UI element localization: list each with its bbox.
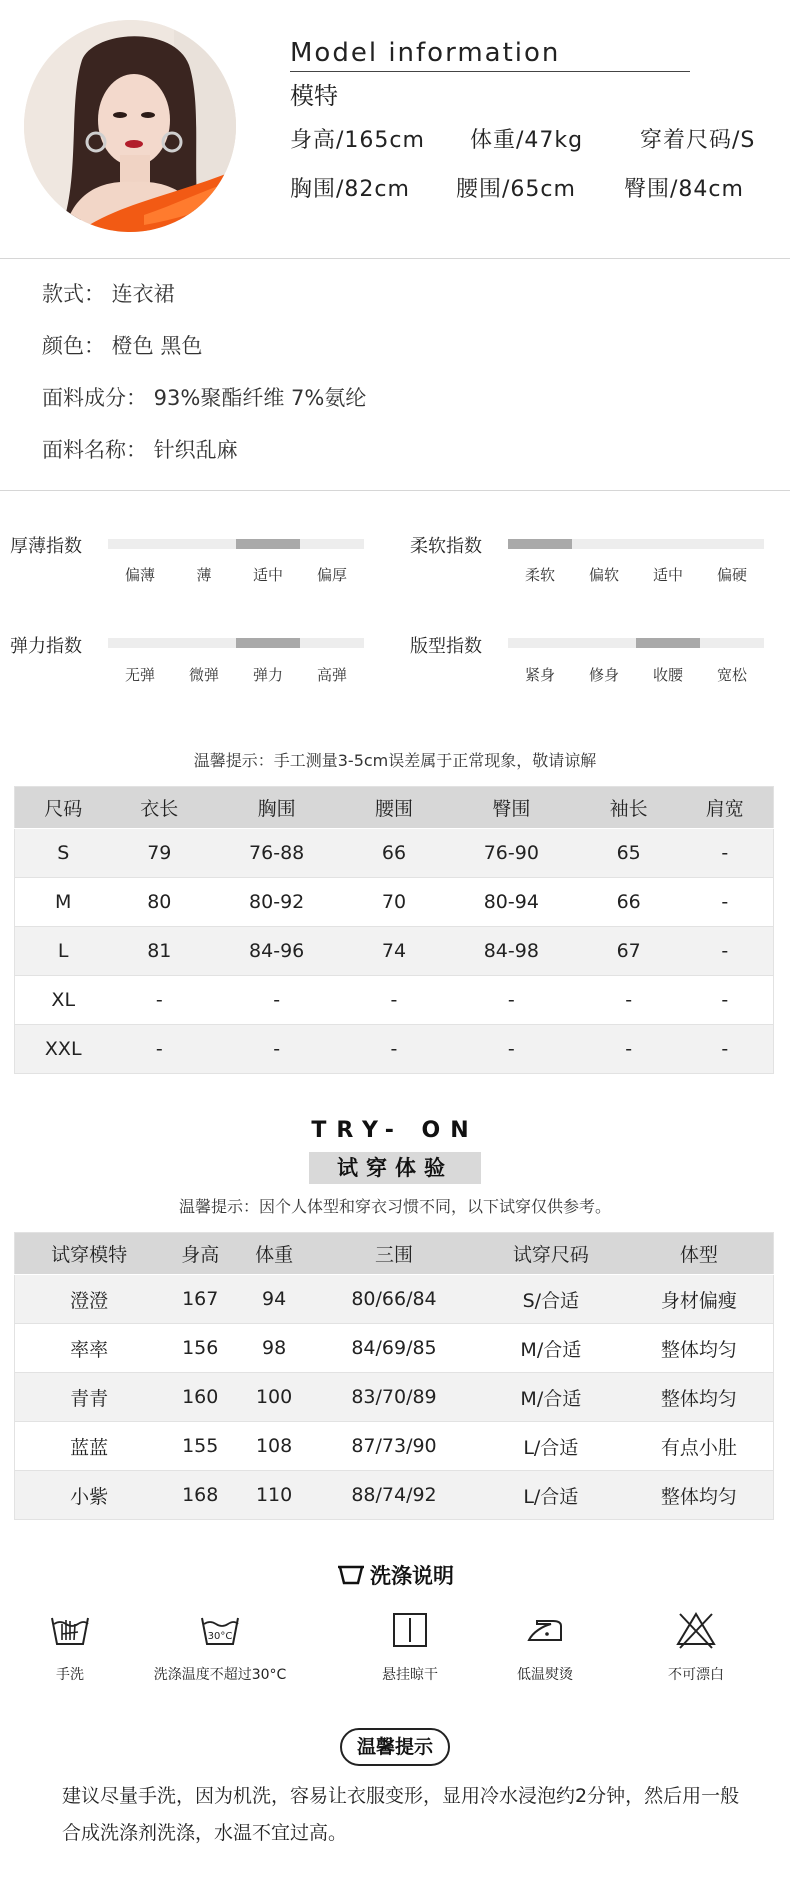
table-cell: M/合适: [477, 1324, 625, 1373]
table-cell: -: [677, 829, 774, 878]
index-option: 无弹: [124, 666, 155, 684]
size-table: [14, 786, 774, 1074]
tryon-title-en: TRY- ON: [311, 1118, 479, 1143]
table-cell: 94: [237, 1275, 311, 1324]
table-cell: 澄澄: [15, 1275, 164, 1324]
index-label: 柔软指数: [410, 536, 482, 557]
table-cell: 155: [163, 1422, 237, 1471]
index-option: 柔软: [524, 566, 555, 584]
tryon-table-row: [15, 1422, 774, 1471]
table-cell: -: [346, 976, 442, 1025]
column-header: 试穿模特: [15, 1233, 164, 1275]
wash-basin-icon: [336, 1564, 366, 1586]
wash-item-bleach: [616, 1610, 776, 1684]
table-cell: M/合适: [477, 1373, 625, 1422]
table-cell: -: [677, 976, 774, 1025]
model-waist: 腰围/65cm: [456, 177, 576, 202]
model-info-section: [0, 0, 790, 258]
title-underline: [290, 71, 690, 72]
no-bleach-icon: [674, 1610, 718, 1650]
tip-title: 温馨提示: [340, 1728, 450, 1766]
model-info-title: Model information: [290, 38, 561, 68]
index-option: 弹力: [252, 666, 283, 684]
size-table-row: [15, 927, 774, 976]
table-cell: 80/66/84: [311, 1275, 477, 1324]
tryon-table-row: [15, 1275, 774, 1324]
index-option: 偏薄: [124, 566, 155, 584]
table-cell: -: [111, 976, 207, 1025]
column-header: 肩宽: [677, 787, 774, 829]
table-cell: 87/73/90: [311, 1422, 477, 1471]
hang-dry-icon: [388, 1610, 432, 1650]
table-cell: S: [15, 829, 112, 878]
index-option: 偏硬: [716, 566, 747, 584]
table-cell: S/合适: [477, 1275, 625, 1324]
table-cell: L/合适: [477, 1471, 625, 1520]
model-photo: [24, 20, 236, 232]
model-info-subtitle: 模特: [290, 82, 338, 110]
table-cell: 168: [163, 1471, 237, 1520]
table-cell: -: [677, 1025, 774, 1074]
size-table-header: [15, 787, 774, 829]
index-option: 薄: [196, 566, 212, 584]
index-option: 适中: [252, 566, 283, 584]
table-cell: -: [111, 1025, 207, 1074]
tryon-table-header: [15, 1233, 774, 1275]
table-cell: -: [677, 927, 774, 976]
tryon-title-cn: 试穿体验: [309, 1152, 481, 1184]
table-cell: 65: [581, 829, 677, 878]
size-table-row: [15, 976, 774, 1025]
wash-title-text: 洗涤说明: [370, 1564, 454, 1588]
index-option: 高弹: [316, 666, 347, 684]
size-table-row: [15, 1025, 774, 1074]
table-cell: M: [15, 878, 112, 927]
model-avatar: [24, 20, 236, 232]
model-bust: 胸围/82cm: [290, 177, 410, 202]
index-bar-selected: [236, 539, 300, 549]
table-cell: -: [442, 1025, 581, 1074]
table-cell: 率率: [15, 1324, 164, 1373]
table-cell: 青青: [15, 1373, 164, 1422]
index-bar-selected: [636, 638, 700, 648]
index-option: 微弹: [188, 666, 219, 684]
tryon-note: 温馨提示：因个人体型和穿衣习惯不同，以下试穿仅供参考。: [178, 1197, 611, 1216]
table-cell: 76-88: [207, 829, 346, 878]
wash-label-iron: 低温熨烫: [517, 1667, 573, 1683]
column-header: 体重: [237, 1233, 311, 1275]
wash-label-hand: 手洗: [56, 1667, 84, 1683]
table-cell: 76-90: [442, 829, 581, 878]
model-size: 穿着尺码/S: [640, 128, 756, 153]
column-header: 袖长: [581, 787, 677, 829]
table-cell: -: [442, 976, 581, 1025]
table-cell: 108: [237, 1422, 311, 1471]
wash-30-icon: [198, 1610, 242, 1650]
tryon-table-row: [15, 1324, 774, 1373]
index-bar: [108, 638, 364, 648]
wash-label-bleach: 不可漂白: [668, 1667, 724, 1683]
table-cell: 167: [163, 1275, 237, 1324]
index-option: 收腰: [652, 666, 683, 684]
wash-temp-text: 30°C: [207, 1631, 233, 1642]
table-cell: -: [346, 1025, 442, 1074]
tryon-table: [14, 1232, 774, 1520]
table-cell: 84-98: [442, 927, 581, 976]
divider: [0, 490, 790, 491]
table-cell: 81: [111, 927, 207, 976]
table-cell: -: [581, 1025, 677, 1074]
column-header: 三围: [311, 1233, 477, 1275]
table-cell: 84-96: [207, 927, 346, 976]
table-cell: XL: [15, 976, 112, 1025]
divider: [0, 258, 790, 259]
table-cell: 79: [111, 829, 207, 878]
index-label: 弹力指数: [10, 636, 82, 657]
tryon-table-row: [15, 1373, 774, 1422]
wash-label-temp: 洗涤温度不超过30°C: [153, 1667, 287, 1683]
table-cell: 84/69/85: [311, 1324, 477, 1373]
info-color: 颜色： 橙色 黑色: [42, 334, 203, 358]
table-cell: 80-94: [442, 878, 581, 927]
table-cell: -: [677, 878, 774, 927]
table-cell: 有点小肚: [625, 1422, 774, 1471]
size-table-row: [15, 878, 774, 927]
table-cell: 80-92: [207, 878, 346, 927]
table-cell: 整体均匀: [625, 1373, 774, 1422]
table-cell: 小紫: [15, 1471, 164, 1520]
low-iron-icon: [523, 1610, 567, 1650]
table-cell: 70: [346, 878, 442, 927]
table-cell: 110: [237, 1471, 311, 1520]
size-table-row: [15, 829, 774, 878]
index-option: 宽松: [716, 666, 747, 684]
index-option: 偏厚: [316, 566, 347, 584]
table-cell: -: [581, 976, 677, 1025]
info-style: 款式： 连衣裙: [42, 282, 175, 306]
model-weight: 体重/47kg: [470, 128, 584, 153]
table-cell: 156: [163, 1324, 237, 1373]
model-hip: 臀围/84cm: [624, 177, 744, 202]
table-cell: -: [207, 1025, 346, 1074]
size-note: 温馨提示：手工测量3-5cm误差属于正常现象，敬请谅解: [193, 751, 597, 770]
wash-item-iron: [465, 1610, 625, 1684]
table-cell: 67: [581, 927, 677, 976]
table-cell: 160: [163, 1373, 237, 1422]
column-header: 衣长: [111, 787, 207, 829]
column-header: 身高: [163, 1233, 237, 1275]
table-cell: 98: [237, 1324, 311, 1373]
info-composition: 面料成分： 93%聚酯纤维 7%氨纶: [42, 386, 367, 410]
index-option: 紧身: [524, 666, 555, 684]
index-label: 版型指数: [410, 636, 482, 657]
table-cell: 整体均匀: [625, 1324, 774, 1373]
table-cell: 80: [111, 878, 207, 927]
index-bar: [108, 539, 364, 549]
table-cell: 整体均匀: [625, 1471, 774, 1520]
hand-wash-icon: [48, 1610, 92, 1650]
index-option: 适中: [652, 566, 683, 584]
wash-item-temp: [140, 1610, 300, 1684]
index-option: 修身: [588, 666, 619, 684]
wash-section-title: [0, 1560, 790, 1590]
table-cell: 身材偏瘦: [625, 1275, 774, 1324]
column-header: 尺码: [15, 787, 112, 829]
table-cell: 66: [581, 878, 677, 927]
column-header: 腰围: [346, 787, 442, 829]
column-header: 胸围: [207, 787, 346, 829]
index-bar: [508, 539, 764, 549]
tryon-table-row: [15, 1471, 774, 1520]
index-bar: [508, 638, 764, 648]
table-cell: L/合适: [477, 1422, 625, 1471]
column-header: 臀围: [442, 787, 581, 829]
table-cell: 83/70/89: [311, 1373, 477, 1422]
tip-text: 建议尽量手洗，因为机洗，容易让衣服变形，显用冷水浸泡约2分钟，然后用一般合成洗涤剂洗涤，水温不宜过高。: [62, 1785, 740, 1844]
column-header: 体型: [625, 1233, 774, 1275]
table-cell: 88/74/92: [311, 1471, 477, 1520]
table-cell: -: [207, 976, 346, 1025]
table-cell: 100: [237, 1373, 311, 1422]
index-bar-selected: [508, 539, 572, 549]
table-cell: 蓝蓝: [15, 1422, 164, 1471]
info-fabric: 面料名称： 针织乱麻: [42, 438, 238, 462]
table-cell: 74: [346, 927, 442, 976]
index-option: 偏软: [588, 566, 619, 584]
index-bar-selected: [236, 638, 300, 648]
wash-label-hang: 悬挂晾干: [382, 1667, 438, 1683]
column-header: 试穿尺码: [477, 1233, 625, 1275]
model-height: 身高/165cm: [290, 128, 425, 153]
table-cell: 66: [346, 829, 442, 878]
index-label: 厚薄指数: [10, 536, 82, 557]
table-cell: L: [15, 927, 112, 976]
table-cell: XXL: [15, 1025, 112, 1074]
wash-item-hand: [0, 1610, 150, 1684]
